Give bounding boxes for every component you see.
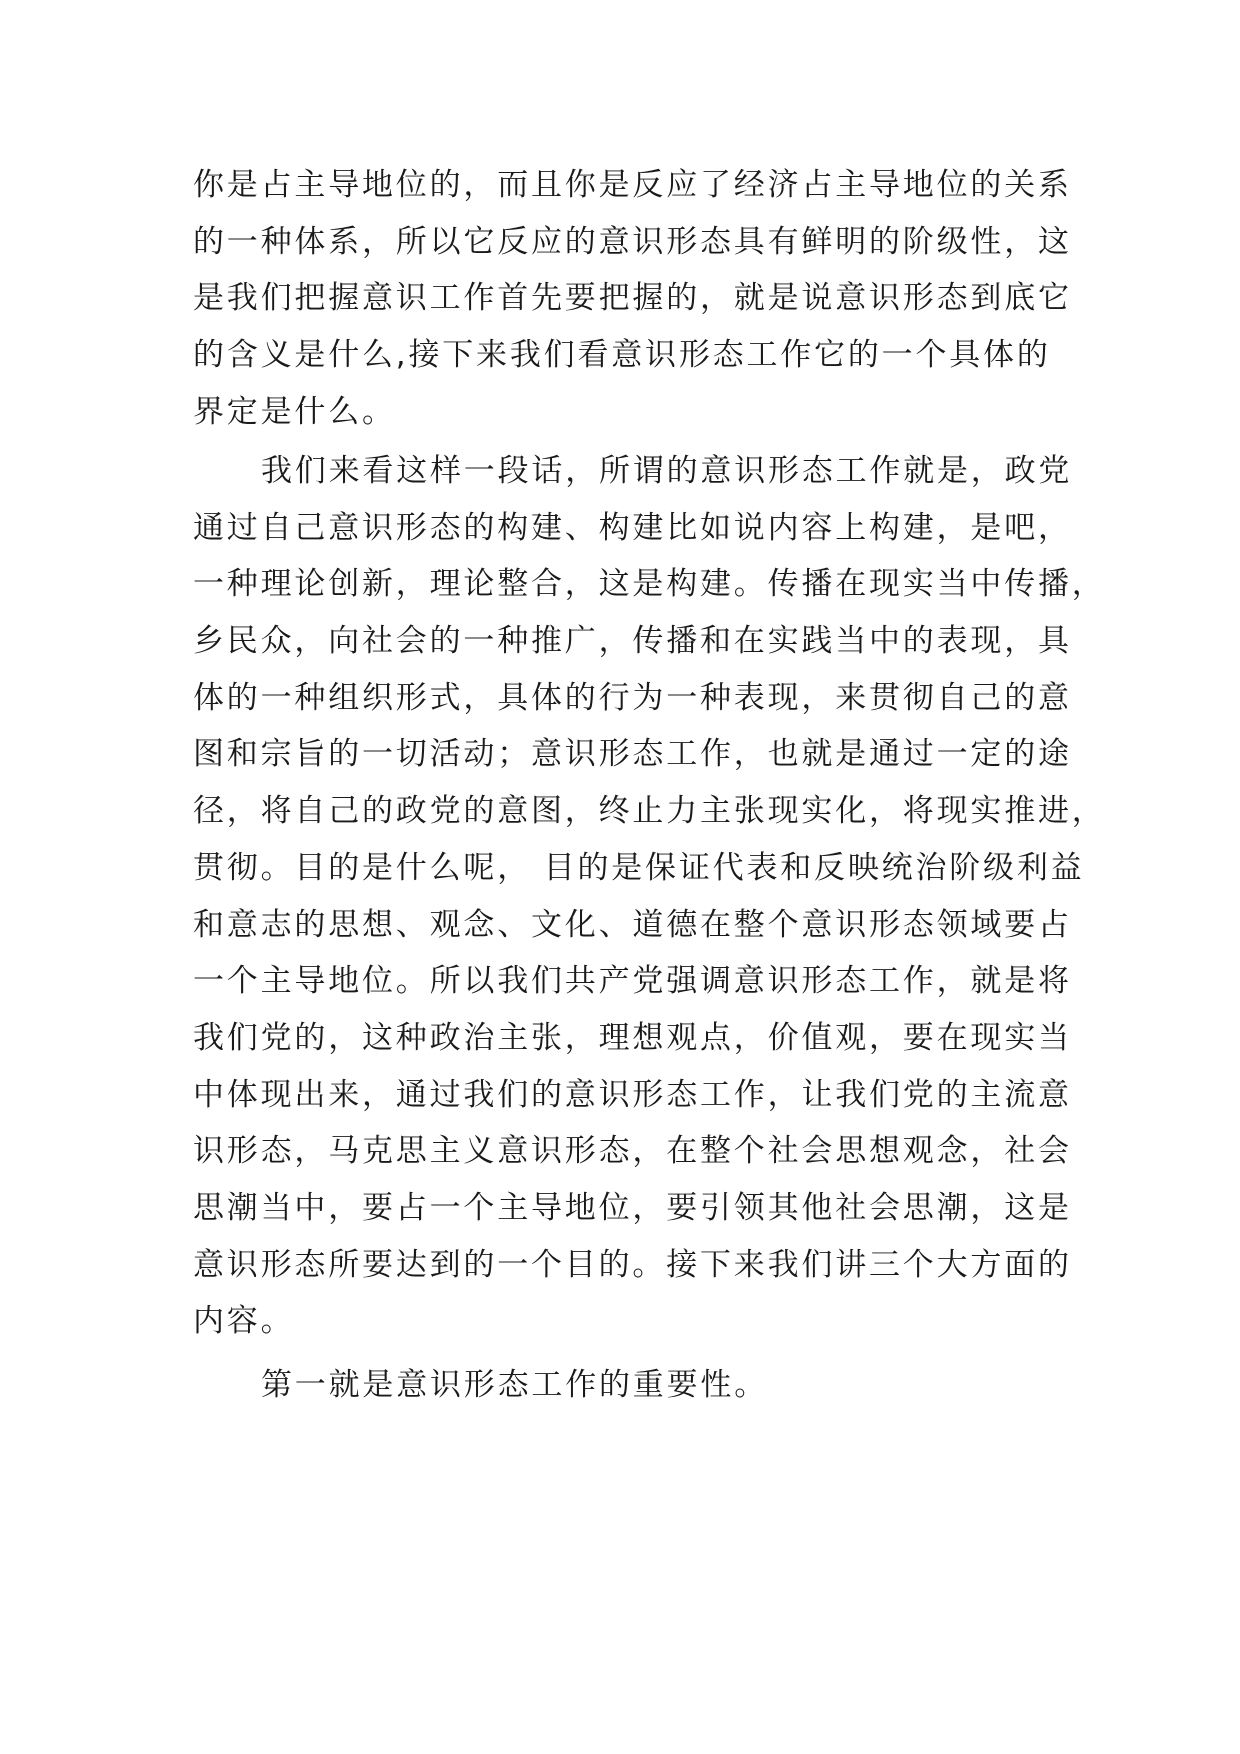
paragraph-line: 我们来看这样一段话，所谓的意识形态工作就是，政党 xyxy=(261,453,1073,489)
paragraph-line: 内容。 xyxy=(193,1303,295,1340)
paragraph-line: 和意志的思想、观念、文化、道德在整个意识形态领域要占 xyxy=(193,906,1072,943)
paragraph-line: 的含义是什么,接下来我们看意识形态工作它的一个具体的 xyxy=(193,337,1051,374)
paragraph-line: 你是占主导地位的，而且你是反应了经济占主导地位的关系 xyxy=(193,167,1072,203)
paragraph-line: 乡民众，向社会的一种推广，传播和在实践当中的表现，具 xyxy=(193,623,1072,660)
paragraph-line: 通过自己意识形态的构建、构建比如说内容上构建，是吧， xyxy=(193,509,1072,546)
paragraph-line: 体的一种组织形式，具体的行为一种表现，来贯彻自己的意 xyxy=(193,679,1072,716)
paragraph-line: 意识形态所要达到的一个目的。接下来我们讲三个大方面的 xyxy=(193,1246,1072,1283)
paragraph-line: 一种理论创新，理论整合，这是构建。传播在现实当中传播， xyxy=(193,566,1106,603)
paragraph-line: 径，将自己的政党的意图，终止力主张现实化，将现实推进， xyxy=(193,793,1106,830)
paragraph-line: 第一就是意识形态工作的重要性。 xyxy=(261,1367,768,1403)
paragraph-3 xyxy=(193,1357,1049,1414)
paragraph-line: 一个主导地位。所以我们共产党强调意识形态工作，就是将 xyxy=(193,963,1072,1000)
paragraph-line: 图和宗旨的一切活动；意识形态工作，也就是通过一定的途 xyxy=(193,736,1072,773)
paragraph-line: 我们党的，这种政治主张，理想观点，价值观，要在现实当 xyxy=(193,1019,1072,1056)
paragraph-line: 中体现出来，通过我们的意识形态工作，让我们党的主流意 xyxy=(193,1076,1072,1113)
paragraph-line: 识形态，马克思主义意识形态，在整个社会思想观念，社会 xyxy=(193,1133,1072,1170)
paragraph-line: 贯彻。目的是什么呢， 目的是保证代表和反映统治阶级利益 xyxy=(193,849,1085,886)
paragraph-line: 界定是什么。 xyxy=(193,393,396,430)
paragraph-line: 是我们把握意识工作首先要把握的，就是说意识形态到底它 xyxy=(193,280,1072,317)
paragraph-2 xyxy=(193,443,1106,1350)
paragraph-1 xyxy=(193,157,1072,440)
paragraph-line: 的一种体系，所以它反应的意识形态具有鲜明的阶级性，这 xyxy=(193,223,1072,260)
paragraph-line: 思潮当中，要占一个主导地位，要引领其他社会思潮，这是 xyxy=(193,1189,1072,1226)
